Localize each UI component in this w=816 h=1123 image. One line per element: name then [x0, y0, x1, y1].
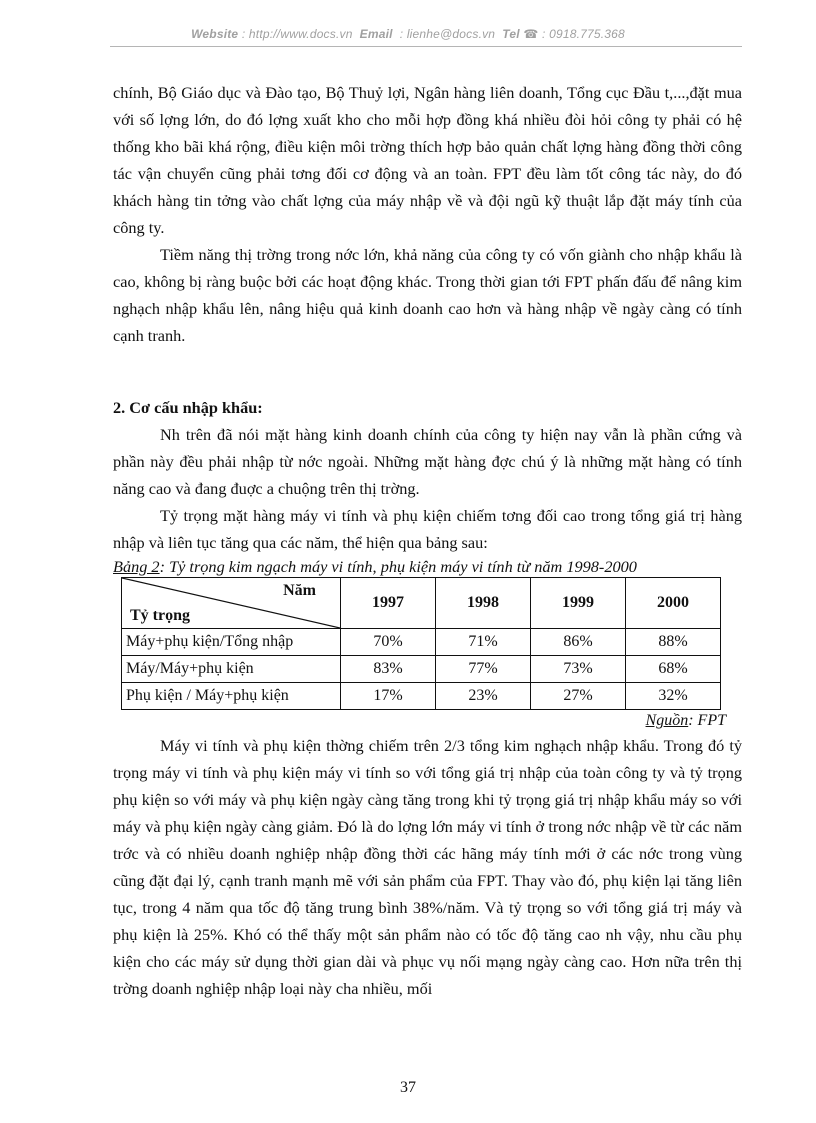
phone-icon: ☎ [523, 27, 539, 41]
table-year-header: 2000 [626, 578, 721, 629]
table-cell: 17% [341, 683, 436, 710]
table-row [122, 683, 721, 710]
section-paragraph-1: Nh trên đã nói mặt hàng kinh doanh chính của công ty hiện nay vẫn là phần cứng và phần này đều phải nhập từ nớc ngoài. Những mặt hàng đợc chú ý là những mặt hàng có tính năng cao và đang đuợc a chuộng trên thị trờng. [113, 425, 742, 498]
table-cell: 27% [531, 683, 626, 710]
import-share-table [121, 577, 721, 710]
header-divider [110, 46, 742, 47]
table-row [122, 629, 721, 656]
table-corner-year-label: Năm [283, 582, 316, 599]
table-header-row [122, 578, 721, 629]
page-number: 37 [400, 1079, 416, 1096]
table-source-value: : FPT [688, 712, 726, 729]
table-row-label: Phụ kiện / Máy+phụ kiện [122, 683, 341, 710]
paragraph-continued: chính, Bộ Giáo dục và Đào tạo, Bộ Thuỷ lợi, Ngân hàng liên doanh, Tổng cục Đầu t,...,đặt mua với số lợng lớn, do đó lợng xuất kho cho mỗi hợp đồng khá nhiều đòi hỏi công ty phải có hệ thống kho bãi khá rộng, điều kiện môi trờng thích hợp bảo quản chất lợng hàng đồng thời công tác vận chuyển cũng phải tơng đối cơ động và an toàn. FPT đều làm tốt công tác này, do đó khách hàng tin tởng vào chất lợng của máy nhập về và đội ngũ kỹ thuật lắp đặt máy tính của công ty. [113, 83, 742, 237]
email-label: Email [359, 27, 393, 41]
table-cell: 68% [626, 656, 721, 683]
email-value: : lienhe@docs.vn [399, 27, 496, 41]
page-header [0, 27, 816, 41]
tel-label: Tel [502, 27, 520, 41]
table-row [122, 656, 721, 683]
table-corner-share-label: Tỷ trọng [130, 607, 190, 624]
table-source-label: Nguồn [645, 712, 689, 729]
table-cell: 83% [341, 656, 436, 683]
table-caption-label: Bảng 2 [113, 557, 160, 576]
table-year-header: 1997 [341, 578, 436, 629]
table-year-header: 1999 [531, 578, 626, 629]
table-cell: 71% [436, 629, 531, 656]
table-cell: 70% [341, 629, 436, 656]
table-cell: 23% [436, 683, 531, 710]
table-cell: 86% [531, 629, 626, 656]
section-paragraph-2: Tỷ trọng mặt hàng máy vi tính và phụ kiện chiếm tơng đối cao trong tổng giá trị hàng nhập và liên tục tăng qua các năm, thể hiện qua bảng sau: [113, 506, 742, 552]
website-label: Website [191, 27, 239, 41]
table-cell: 88% [626, 629, 721, 656]
table-cell: 32% [626, 683, 721, 710]
table-row-label: Máy+phụ kiện/Tổng nhập [122, 629, 341, 656]
section-heading: 2. Cơ cấu nhập khẩu: [113, 398, 263, 417]
website-value: : http://www.docs.vn [241, 27, 353, 41]
paragraph-potential: Tiềm năng thị trờng trong nớc lớn, khả năng của công ty có vốn giành cho nhập khẩu là cao, không bị ràng buộc bởi các hoạt động khác. Trong thời gian tới FPT phấn đấu để nâng kim nghạch nhập khẩu lên, nâng hiệu quả kinh doanh cao hơn và hàng nhập về ngày càng có tính cạnh tranh. [113, 245, 742, 345]
table-source [113, 710, 726, 732]
table-year-header: 1998 [436, 578, 531, 629]
table-caption [113, 557, 742, 577]
paragraph-analysis: Máy vi tính và phụ kiện thờng chiếm trên 2/3 tổng kim nghạch nhập khẩu. Trong đó tỷ trọng máy vi tính và phụ kiện máy vi tính so với tổng giá trị nhập của toàn công ty và tỷ trọng phụ kiện so với máy và phụ kiện ngày càng tăng trong khi tỷ trọng giá trị nhập khẩu máy so với máy và phụ kiện ngày càng giảm. Đó là do lợng lớn máy vi tính ở trong nớc nhập về từ các năm trớc và có nhiều doanh nghiệp nhập đồng thời các hãng máy tính mới ở các nớc trong vùng cũng đặt đại lý, cạnh tranh mạnh mẽ với sản phẩm của FPT. Thay vào đó, phụ kiện lại tăng liên tục, trong 4 năm qua tốc độ tăng trung bình 38%/năm. Và tỷ trọng so với tổng giá trị máy và phụ kiện là 25%. Khó có thể thấy một sản phẩm nào có tốc độ tăng cao nh vậy, nhu cầu phụ kiện cho các máy sử dụng thời gian dài và phục vụ nối mạng ngày càng cao. Hơn nữa trên thị trờng doanh nghiệp nhập loại này cha nhiều, mối [113, 736, 742, 998]
table-caption-text: : Tỷ trọng kim ngạch máy vi tính, phụ kiện máy vi tính từ năm 1998-2000 [159, 557, 637, 576]
table-cell: 73% [531, 656, 626, 683]
tel-value: : 0918.775.368 [542, 27, 625, 41]
page-body [113, 79, 742, 1002]
table-corner-cell [122, 578, 341, 629]
table-cell: 77% [436, 656, 531, 683]
table-row-label: Máy/Máy+phụ kiện [122, 656, 341, 683]
